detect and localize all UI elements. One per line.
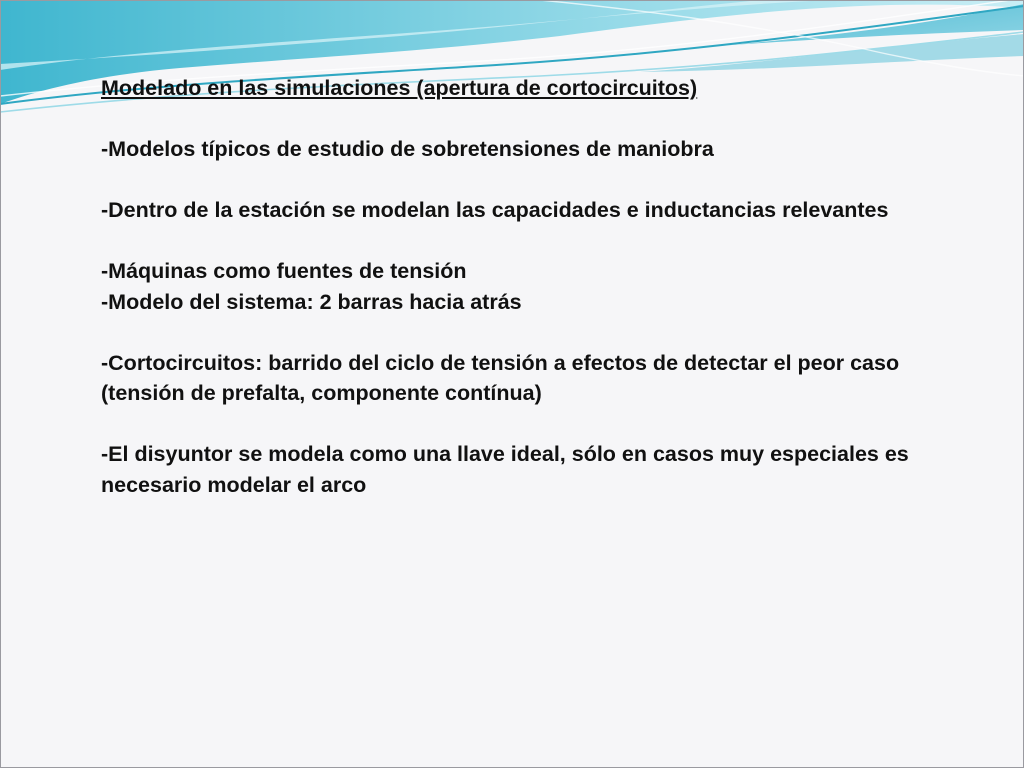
slide-content <box>101 73 921 500</box>
bullet-maquinas: -Máquinas como fuentes de tensión <box>101 259 467 283</box>
slide-title: Modelado en las simulaciones (apertura de cortocircuitos) <box>101 76 698 100</box>
bullet-cortocircuitos: -Cortocircuitos: barrido del ciclo de tensión a efectos de detectar el peor caso (tensión de prefalta, componente contínua) <box>101 350 900 405</box>
bullet-disyuntor: -El disyuntor se modela como una llave ideal, sólo en casos muy especiales es necesario modelar el arco <box>101 442 909 497</box>
bullet-modelos-tipicos: -Modelos típicos de estudio de sobretensiones de maniobra <box>101 137 714 161</box>
bullet-dentro-estacion: -Dentro de la estación se modelan las capacidades e inductancias relevantes <box>101 198 889 222</box>
bullet-modelo-sistema: -Modelo del sistema: 2 barras hacia atrás <box>101 289 522 314</box>
